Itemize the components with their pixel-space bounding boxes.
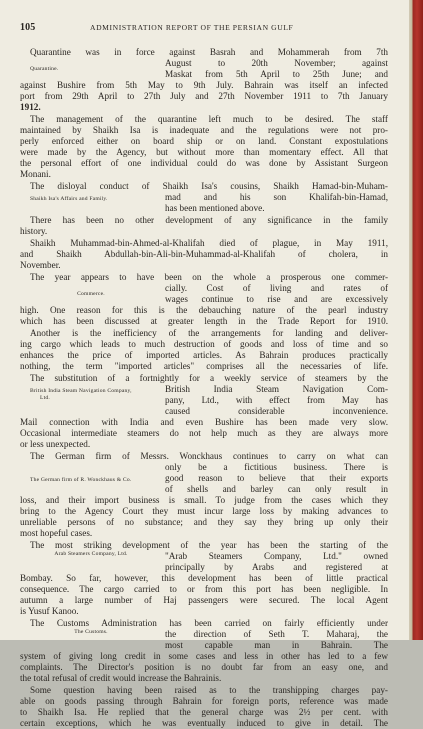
text-line: caused considerable inconvenience.: [165, 406, 388, 416]
text-line: Mail connection with India and even Bushire has been made very slow.: [20, 417, 388, 427]
text-line: and Shaikh Abdullah-bin-Ali-bin-Muhammad-al-Khalifah of cholera, in: [20, 249, 388, 259]
text-line: Another is the inefficiency of the arrangements for landing and deliver-: [30, 328, 388, 338]
text-line: good reason to believe that their exports: [165, 473, 388, 483]
sidenote-customs: The Customs.: [74, 629, 108, 635]
text-line: complaints. The Director's position is no doubt far from an easy one, and: [20, 662, 388, 672]
text-line: cially. Cost of living and rates of: [165, 283, 388, 293]
sidenote-quarantine: Quarantine.: [30, 66, 59, 72]
text-line: bring to the Agency Court they must incur large loss by making advances to: [20, 506, 388, 516]
sidenote-british-india: British India Steam Navigation Company,: [30, 388, 132, 394]
text-line: unreliable persons of no substance; and they say they bring up only their: [20, 517, 388, 527]
text-line: which has been discussed at greater length in the Trade Report for 1910.: [20, 316, 388, 326]
sidenote-arab-steamers: Arab Steamers Company, Ltd.: [54, 551, 128, 557]
text-line: principally by Arabs and registered at: [165, 562, 388, 572]
page-number: 105: [20, 22, 36, 33]
text-line: nothing, the term "imported articles" comprises all the necessaries of life.: [20, 361, 388, 371]
sidenote-shaikh-isa: Shaikh Isa's Affairs and Family.: [30, 196, 108, 202]
text-line: British India Steam Navigation Com-: [165, 384, 388, 394]
text-line: port from 29th April to 27th July and 27th November 1911 to 7th January: [20, 91, 388, 101]
text-line: able on goods passing through Bahrain for foreign ports, reference was made: [20, 696, 388, 706]
sidenote-british-india-ltd: Ltd.: [40, 395, 50, 401]
text-line: maintained by Shaikh Isa is inadequate and the regulations were not pro-: [20, 125, 388, 135]
text-line: of shells and barley can only result in: [165, 484, 388, 494]
text-line: 1912.: [20, 102, 41, 112]
text-line: autumn a large number of Haj passengers were secured. The local Agent: [20, 595, 388, 605]
text-line: against Bushire from 5th May to 9th July. Bahrain was itself an infected: [20, 80, 388, 90]
text-line: mad and his son Khalifah-bin-Hamad,: [165, 192, 388, 202]
text-line: Shaikh Muhammad-bin-Ahmed-al-Khalifah died of plague, in May 1911,: [30, 238, 388, 248]
text-line: Maskat from 5th April to 25th June; and: [165, 69, 388, 79]
text-line: The year appears to have been on the whole a prosperous one commer-: [30, 272, 388, 282]
text-line: certain exceptions, which he was eventually induced to give in detail. The: [20, 718, 388, 728]
text-line: The German firm of Messrs. Wonckhaus continues to carry on what can: [30, 451, 388, 461]
text-line: is Yusuf Kanoo.: [20, 606, 79, 616]
text-line: system of giving long credit in some cases and less in other has led to a few: [20, 651, 388, 661]
text-line: enhances the price of imported articles. As Bahrain produces practically: [20, 350, 388, 360]
sidenote-commerce: Commerce.: [77, 291, 105, 297]
text-line: Bombay. So far, however, this development has been of little practical: [20, 573, 388, 583]
text-line: or less unexpected.: [20, 439, 91, 449]
book-edge: [409, 0, 423, 640]
running-head: ADMINISTRATION REPORT OF THE PERSIAN GULF: [90, 23, 294, 32]
text-line: August to 20th November; against: [165, 58, 388, 68]
text-line: the total refusal of credit would increase the Bahrainis.: [20, 673, 222, 683]
text-line: Some question having been raised as to the transhipping charges pay-: [30, 685, 388, 695]
text-line: Monani.: [20, 169, 51, 179]
text-line: has been mentioned above.: [165, 203, 265, 213]
text-line: most capable man in Bahrain. The: [165, 640, 388, 650]
text-line: The substitution of a fortnightly for a weekly service of steamers by the: [30, 373, 388, 383]
text-line: perly enforced either on board ship or on land. Constant expostulations: [20, 136, 388, 146]
text-line: There has been no other development of any significance in the family: [30, 215, 388, 225]
text-line: most hopeful cases.: [20, 528, 93, 538]
sidenote-wonckhaus: The German firm of R. Wonckhaus & Co.: [30, 477, 132, 483]
text-line: Quarantine was in force against Basrah and Mohammerah from 7th: [30, 47, 388, 57]
text-line: The disloyal conduct of Shaikh Isa's cousins, Shaikh Hamad-bin-Muham-: [30, 181, 388, 191]
text-line: the direction of Seth T. Maharaj, the: [165, 629, 388, 639]
text-line: only be a fictitious business. There is: [165, 462, 388, 472]
text-line: were made by the Agency, but without more than momentary effect. All that: [20, 147, 388, 157]
text-line: loss, and their import business is small. To judge from the cases which they: [20, 495, 388, 505]
page-header: [20, 22, 400, 36]
text-line: wages continue to rise and are excessively: [165, 294, 388, 304]
text-line: the personal effort of one individual could do was done by Assistant Surgeon: [20, 158, 388, 168]
text-line: high. One reason for this is the debauching nature of the pearl industry: [20, 305, 388, 315]
text-line: to Shaikh Isa. He replied that the general charge was 2½ per cent. with: [20, 707, 388, 717]
text-line: The Customs Administration has been carried on fairly efficiently under: [30, 618, 388, 628]
text-line: pany, Ltd., with effect from May has: [165, 395, 388, 405]
text-line: November.: [20, 260, 61, 270]
text-line: The management of the quarantine left much to be desired. The staff: [30, 114, 388, 124]
text-line: The most striking development of the year has been the starting of the: [30, 540, 388, 550]
text-line: history.: [20, 226, 48, 236]
text-line: Occasional intermediate steamers do not help much as they are always more: [20, 428, 388, 438]
text-line: ing cargo which leads to much destruction of goods and loss of time and so: [20, 339, 388, 349]
text-line: "Arab Steamers Company, Ltd." owned: [165, 551, 388, 561]
text-line: consequence. The cargo carried to or from this port has been negligible. In: [20, 584, 388, 594]
